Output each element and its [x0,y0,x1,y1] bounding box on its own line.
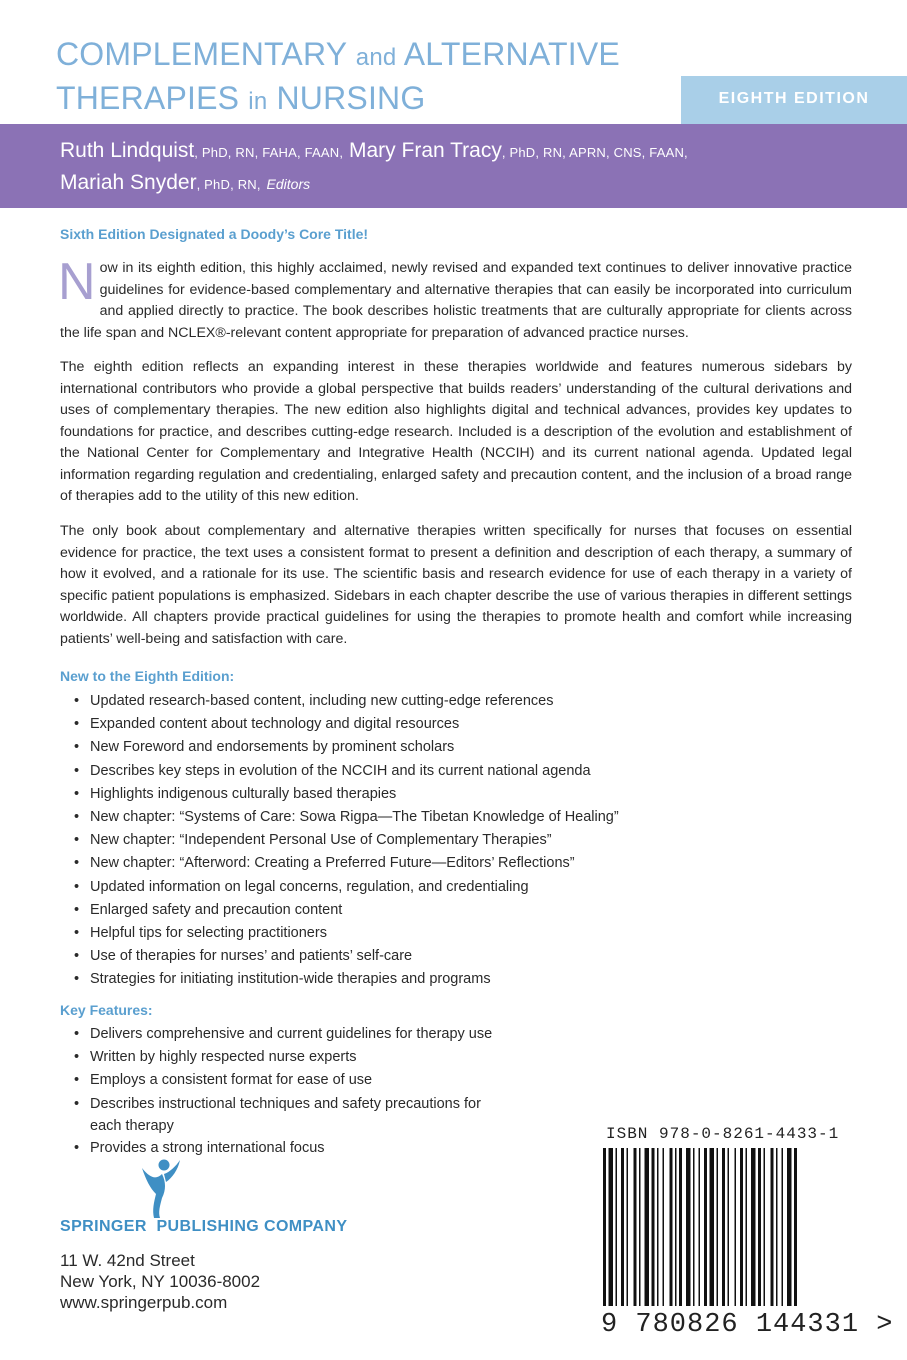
list-item: • Written by highly respected nurse experts [74,1046,514,1069]
book-title [56,34,676,122]
new-edition-list [74,690,619,992]
new-edition-heading: New to the Eighth Edition: [60,668,235,684]
barcode-bar [603,1148,606,1306]
title-line-2: THERAPIES in NURSING [56,80,426,116]
list-item: • New chapter: “Independent Personal Use of Complementary Therapies” [74,829,619,852]
drop-cap: N [58,253,96,311]
barcode-bar [675,1148,677,1306]
barcode-bar [751,1148,756,1306]
list-item: • Describes instructional techniques and safety precautions for each therapy [74,1093,514,1137]
editors-band [0,124,907,208]
barcode-bar [699,1148,701,1306]
publisher-address [60,1250,260,1313]
barcode-bar [639,1148,641,1306]
list-item: • Delivers comprehensive and current guidelines for therapy use [74,1023,514,1046]
list-item: • Highlights indigenous culturally based therapies [74,783,619,806]
barcode-bar [686,1148,691,1306]
barcode-bar [645,1148,650,1306]
paragraph-intro: Now in its eighth edition, this highly acclaimed, newly revised and expanded text continues to deliver innovative practice guidelines for evidence-based complementary and alternative therapies that can easily be incorporated into curriculum and applied directly to practice. The book describes holistic treatments that are culturally appropriate for clients across the life span and NCLEX®-relevant content appropriate for preparation of advanced practice nurses. [58,253,852,341]
publisher-logo: SPRINGER PUBLISHING COMPANY [60,1218,348,1235]
address-line: 11 W. 42nd Street [60,1251,195,1270]
barcode-bar [782,1148,784,1306]
list-item: • Use of therapies for nurses’ and patients’ self-care [74,945,619,968]
barcode-bar [735,1148,737,1306]
barcode-bar [728,1148,730,1306]
list-item: • Updated research-based content, including new cutting-edge references [74,690,619,713]
barcode-bar [758,1148,761,1306]
barcode-bar [764,1148,766,1306]
key-features-list [74,1023,514,1160]
title-line-1: COMPLEMENTARY and ALTERNATIVE [56,36,620,72]
editors-line-2 [60,171,310,195]
editor-name: Mary Fran Tracy [349,139,502,162]
springer-figure-icon [138,1158,182,1220]
editors-label: Editors [266,176,311,192]
barcode-bar [710,1148,715,1306]
barcode-bar [634,1148,637,1306]
editor-name: Mariah Snyder [60,171,197,194]
barcode-bar [740,1148,743,1306]
barcode-bar [670,1148,673,1306]
editor-credentials: , PhD, RN, [196,177,261,192]
paragraph-eighth-edition: The eighth edition reflects an expanding interest in these therapies worldwide and features numerous sidebars by international contributors who provide a global perspective that builds readers’ understanding of the cultural derivations and uses of complementary therapies. The new edition also highlights digital and technical advances, provides key updates to foundations for practice, and describes cutting-edge research. Included is a description of the evolution and establishment of the National Center for Complementary and Integrative Health (NCCIH) and its current national agenda. Updated legal information regarding regulation and credentialing, enlarged safety and precaution content, and the inclusion of a broad range of therapies add to the utility of this new edition. [60,359,852,504]
paragraph-only-book: The only book about complementary and alternative therapies written specifically for nurses that focuses on essential evidence for practice, the text uses a consistent format to present a definition and description of each therapy, a summary of how it evolved, and a rationale for its use. The scientific basis and research evidence for use of each therapy in a variety of specific patient populations is emphasized. Sidebars in each chapter describe the use of various therapies in different settings worldwide. All chapters provide practical guidelines for using the therapies to promote health and comfort while increasing patients’ well-being and satisfaction with care. [60,523,852,647]
barcode [601,1148,849,1308]
barcode-bar [657,1148,659,1306]
list-item: • Strategies for initiating institution-wide therapies and programs [74,968,619,991]
list-item: • Expanded content about technology and digital resources [74,713,619,736]
barcode-bar [794,1148,797,1306]
barcode-bar [722,1148,725,1306]
barcode-bar [787,1148,792,1306]
list-item: • New chapter: “Afterword: Creating a Preferred Future—Editors’ Reflections” [74,852,619,875]
list-item: • Updated information on legal concerns, regulation, and credentialing [74,876,619,899]
list-item: • Helpful tips for selecting practitioners [74,922,619,945]
edition-badge [681,76,907,124]
barcode-bar [746,1148,748,1306]
barcode-bar [609,1148,614,1306]
list-item: • Provides a strong international focus [74,1137,514,1160]
barcode-bar [717,1148,719,1306]
address-line: New York, NY 10036-8002 [60,1272,261,1291]
doody-note: Sixth Edition Designated a Doody’s Core Title! [60,226,369,242]
list-item: • Describes key steps in evolution of the NCCIH and its current national agenda [74,760,619,783]
barcode-bar [679,1148,682,1306]
barcode-digits: 9 780826 144331 > [601,1310,894,1340]
barcode-bar [663,1148,665,1306]
barcode-bar [704,1148,707,1306]
list-item: • Employs a consistent format for ease of use [74,1069,514,1092]
list-item: • New Foreword and endorsements by prominent scholars [74,736,619,759]
barcode-bar [776,1148,778,1306]
key-features-heading: Key Features: [60,1002,153,1018]
isbn-label: ISBN 978-0-8261-4433-1 [606,1125,840,1143]
barcode-bar [627,1148,629,1306]
editor-credentials: , PhD, RN, FAHA, FAAN, [194,145,344,160]
editor-credentials: , PhD, RN, APRN, CNS, FAAN, [501,145,688,160]
barcode-bar [652,1148,655,1306]
barcode-bar [771,1148,774,1306]
list-item: • New chapter: “Systems of Care: Sowa Rigpa—The Tibetan Knowledge of Healing” [74,806,619,829]
publisher-website: www.springerpub.com [60,1293,228,1312]
edition-label: EIGHTH EDITION [718,90,870,107]
list-item: • Enlarged safety and precaution content [74,899,619,922]
barcode-bar [616,1148,618,1306]
barcode-bar [693,1148,695,1306]
barcode-bar [621,1148,624,1306]
editors-line-1 [60,139,688,163]
editor-name: Ruth Lindquist [60,139,195,162]
